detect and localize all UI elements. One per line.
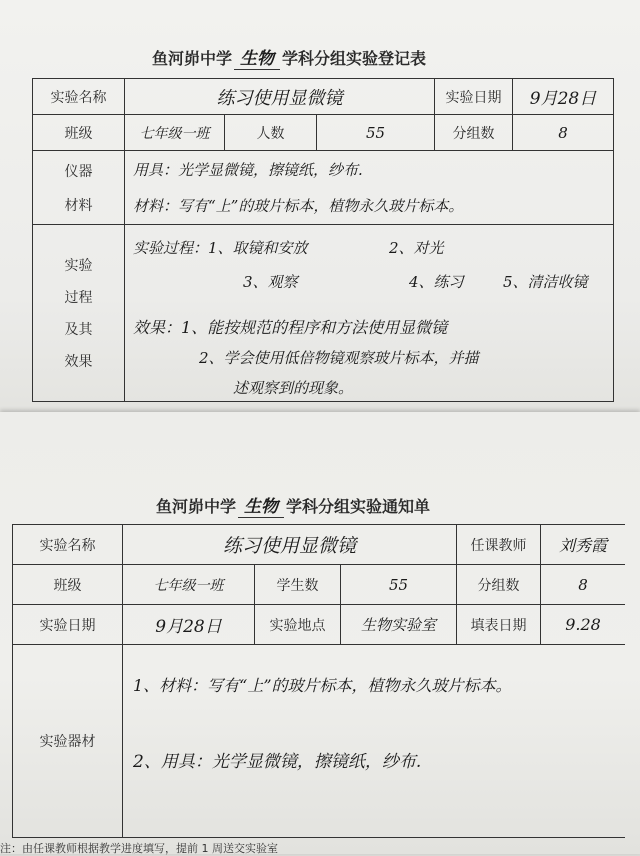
- form2-value-exp-name: 练习使用显微镜: [123, 525, 457, 565]
- form2-title: [156, 492, 430, 518]
- form1-value-class: 七年级一班: [125, 115, 225, 151]
- form1-label-exp-date: 实验日期: [435, 79, 513, 115]
- form2-label-exp-name: 实验名称: [13, 525, 123, 565]
- form2-value-fill-date: 9.28: [541, 605, 625, 645]
- form2-label-class: 班级: [13, 565, 123, 605]
- form2-value-location: 生物实验室: [341, 605, 457, 645]
- form1-proc-line2c: 5、清洁收镜: [503, 273, 588, 291]
- form2-label-teacher: 任课教师: [457, 525, 541, 565]
- form1-label-equip1: 仪器: [64, 163, 93, 180]
- form1-label-equip2: 材料: [64, 197, 93, 214]
- form2-equip-line2: 2、用具：光学显微镜，擦镜纸，纱布.: [133, 752, 422, 772]
- form1-value-exp-date: 9月28日: [513, 79, 613, 115]
- form1-label-exp-name: 实验名称: [33, 79, 125, 115]
- form1-equip-line2: 材料：写有“上”的玻片标本，植物永久玻片标本。: [133, 197, 464, 215]
- form1-title-school: 鱼河峁中学: [152, 49, 233, 68]
- form1-equip-line1: 用具：光学显微镜，擦镜纸，纱布.: [133, 161, 363, 179]
- form2-value-teacher: 刘秀霞: [541, 525, 625, 565]
- form1-proc-line1b: 2、对光: [389, 239, 444, 257]
- form1-value-count: 55: [317, 115, 435, 151]
- form2-footnote: 注：由任课教师根据教学进度填写，提前 1 周送交实验室: [0, 842, 278, 855]
- form1-effect-line3: 述观察到的现象。: [233, 379, 354, 397]
- form1-label-proc4: 效果: [64, 354, 93, 370]
- form2-label-fill-date: 填表日期: [457, 605, 541, 645]
- form1-table: [32, 78, 614, 402]
- form1-effect-line1: 效果：1、能按规范的程序和方法使用显微镜: [133, 318, 448, 337]
- form1-proc-line1a: 实验过程：1、取镜和安放: [133, 239, 308, 257]
- form1-label-groups: 分组数: [435, 115, 513, 151]
- form2-label-groups: 分组数: [457, 565, 541, 605]
- form2-label-equipment: 实验器材: [13, 645, 123, 837]
- form2-value-exp-date: 9月28日: [123, 605, 255, 645]
- form1-label-proc1: 实验: [64, 258, 93, 274]
- form1-value-exp-name: 练习使用显微镜: [125, 79, 435, 115]
- registration-form-sheet: [0, 0, 640, 420]
- form1-effect-line2: 2、学会使用低倍物镜观察玻片标本，并描: [199, 349, 479, 367]
- form2-title-subject: 生物: [238, 492, 284, 518]
- form2-table: [12, 524, 625, 838]
- form1-value-groups: 8: [513, 115, 613, 151]
- form2-value-class: 七年级一班: [123, 565, 255, 605]
- form1-title-subject: 生物: [234, 44, 280, 70]
- form1-title: [152, 44, 426, 70]
- form1-label-equipment: [33, 151, 125, 225]
- form1-label-process: [33, 225, 125, 401]
- form1-label-class: 班级: [33, 115, 125, 151]
- form1-label-proc3: 及其: [64, 322, 93, 338]
- form1-proc-line2b: 4、练习: [409, 273, 464, 291]
- form2-title-suffix: 学科分组实验通知单: [286, 497, 431, 516]
- form2-label-location: 实验地点: [255, 605, 341, 645]
- form2-title-school: 鱼河峁中学: [156, 497, 237, 516]
- form2-value-students: 55: [341, 565, 457, 605]
- form2-equip-line1: 1、材料：写有“上”的玻片标本，植物永久玻片标本。: [133, 676, 512, 695]
- form2-label-students: 学生数: [255, 565, 341, 605]
- form1-label-proc2: 过程: [64, 290, 93, 306]
- form1-title-suffix: 学科分组实验登记表: [282, 49, 427, 68]
- form2-value-groups: 8: [541, 565, 625, 605]
- form2-label-exp-date: 实验日期: [13, 605, 123, 645]
- notice-form-sheet: [0, 412, 640, 854]
- form1-proc-line2a: 3、观察: [243, 273, 298, 291]
- form1-label-count: 人数: [225, 115, 317, 151]
